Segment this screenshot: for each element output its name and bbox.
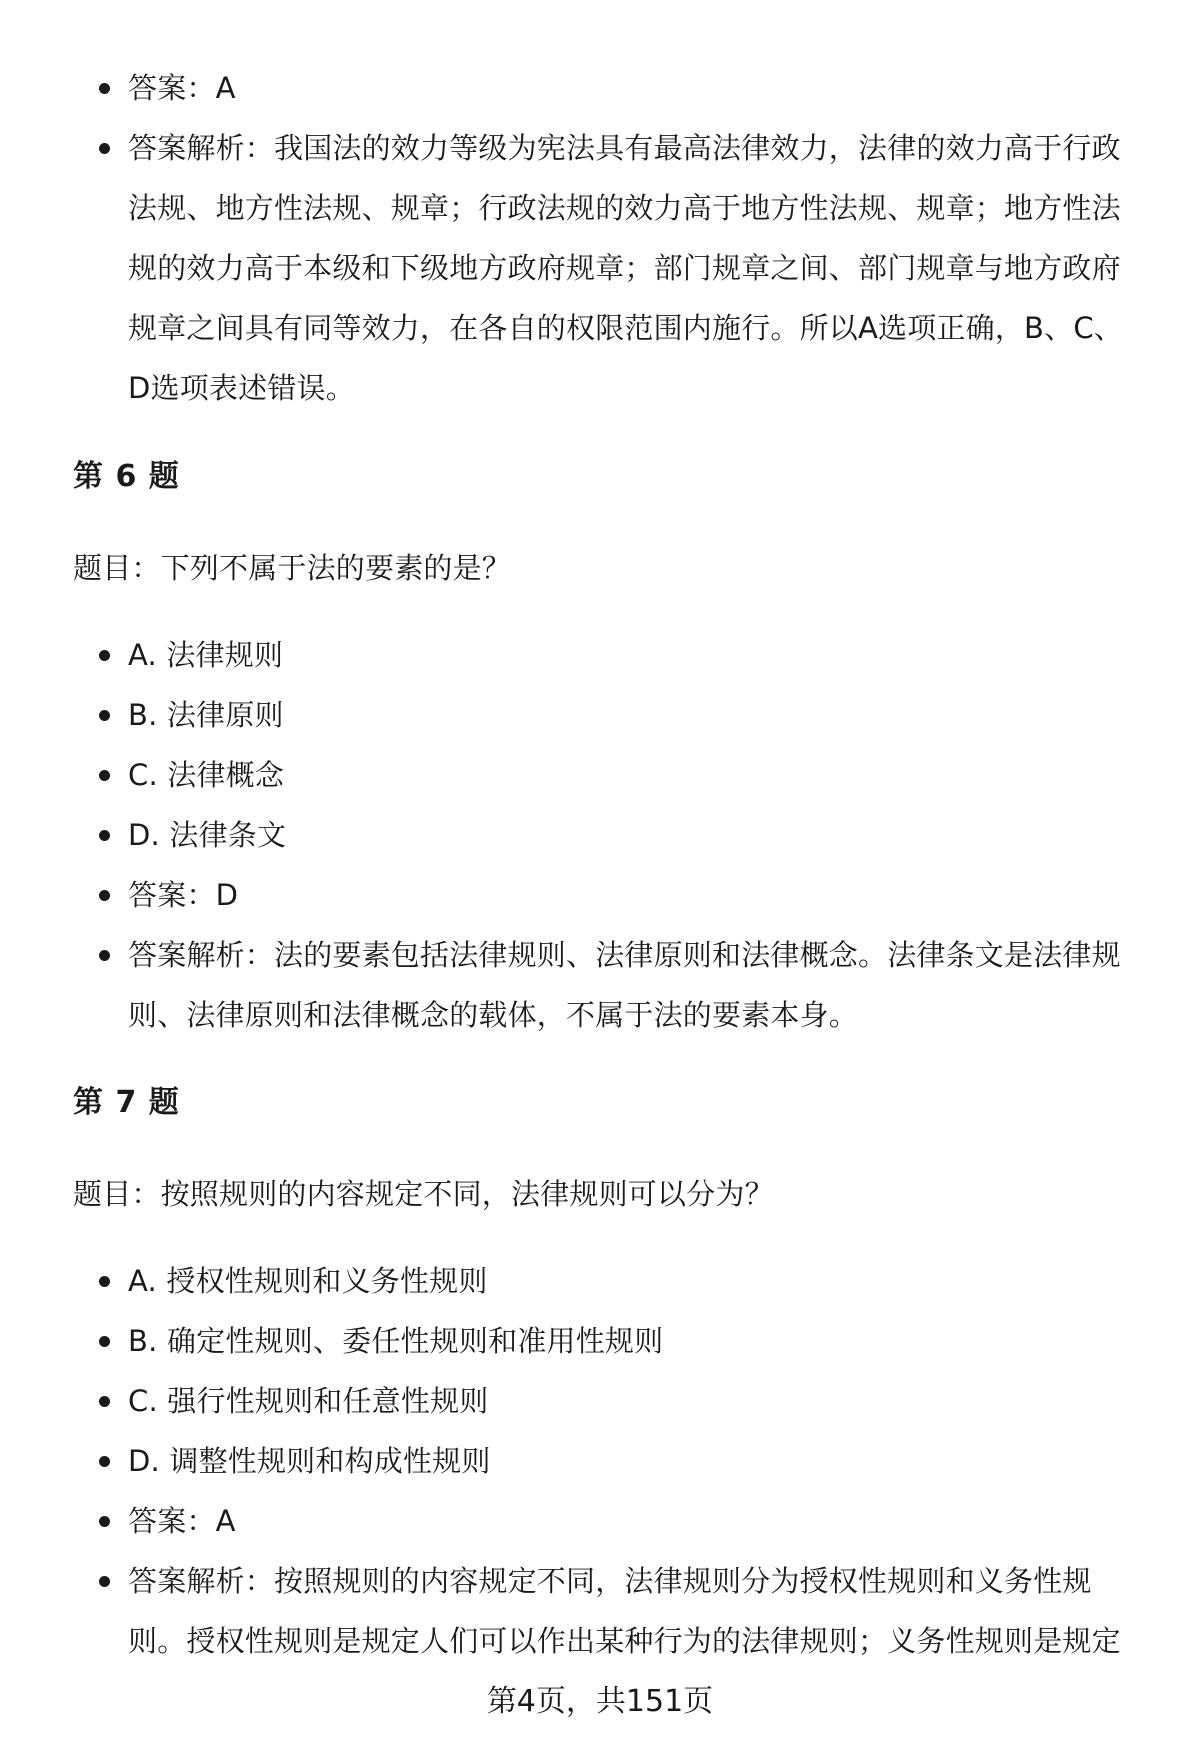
list-item (0, 1431, 1200, 1491)
option-text: B. 法律原则 (128, 698, 284, 732)
page-number: 第4页，共151页 (486, 1684, 714, 1719)
q7-list (0, 1251, 1200, 1671)
list-item (0, 1251, 1200, 1311)
list-item (0, 625, 1200, 685)
bullet (99, 890, 110, 901)
bullet (99, 1396, 110, 1407)
prev-question-list (0, 58, 1200, 418)
bullet (99, 1336, 110, 1347)
bullet (99, 830, 110, 841)
analysis-text: 答案解析：我国法的效力等级为宪法具有最高法律效力，法律的效力高于行政法规、地方性法规、规章；行政法规的效力高于地方性法规、规章；地方性法规的效力高于本级和下级地方政府规章；部门规章之间、部门规章与地方政府规章之间具有同等效力，在各自的权限范围内施行。所以A选项正确，B、C、D选项表述错误。 (128, 131, 1123, 405)
analysis-text: 答案解析：按照规则的内容规定不同，法律规则分为授权性规则和义务性规则。授权性规则是规定人们可以作出某种行为的法律规则；义务性规则是规定 (128, 1564, 1121, 1658)
bullet (99, 650, 110, 661)
list-item (0, 925, 1200, 1045)
bullet (99, 1456, 110, 1467)
bullet (99, 1276, 110, 1287)
option-text: A. 法律规则 (128, 638, 284, 672)
answer-text: 答案：A (128, 1504, 236, 1538)
option-text: D. 调整性规则和构成性规则 (128, 1444, 491, 1478)
bullet (99, 1576, 110, 1587)
list-item (0, 1311, 1200, 1371)
bullet (99, 1516, 110, 1527)
list-item (0, 1551, 1200, 1671)
option-text: B. 确定性规则、委任性规则和准用性规则 (128, 1324, 664, 1358)
list-item (0, 118, 1200, 418)
list-item (0, 58, 1200, 118)
list-item (0, 685, 1200, 745)
question-heading: 第 6 题 (73, 459, 180, 494)
bullet (99, 143, 110, 154)
option-text: A. 授权性规则和义务性规则 (128, 1264, 488, 1298)
question-text: 题目：下列不属于法的要素的是？ (73, 551, 512, 585)
bullet (99, 83, 110, 94)
question-heading: 第 7 题 (73, 1085, 180, 1120)
question-text: 题目：按照规则的内容规定不同，法律规则可以分为？ (73, 1177, 774, 1211)
list-item (0, 865, 1200, 925)
analysis-text: 答案解析：法的要素包括法律规则、法律原则和法律概念。法律条文是法律规则、法律原则和法律概念的载体，不属于法的要素本身。 (128, 938, 1121, 1032)
bullet (99, 770, 110, 781)
list-item (0, 1371, 1200, 1431)
bullet (99, 950, 110, 961)
list-item (0, 1491, 1200, 1551)
option-text: C. 强行性规则和任意性规则 (128, 1384, 489, 1418)
answer-text: 答案：D (128, 878, 239, 912)
q6-list (0, 625, 1200, 1045)
list-item (0, 745, 1200, 805)
bullet (99, 710, 110, 721)
option-text: C. 法律概念 (128, 758, 285, 792)
answer-text: 答案：A (128, 71, 236, 105)
list-item (0, 805, 1200, 865)
option-text: D. 法律条文 (128, 818, 287, 852)
